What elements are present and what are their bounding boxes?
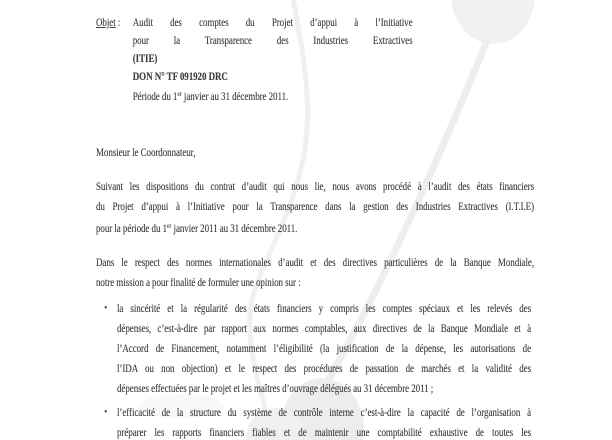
paragraph-intro [96, 176, 534, 236]
paragraph-line: notre mission a pour finalité de formuler une opinion sur : [96, 275, 301, 289]
period-text-pre: Période du 1 [132, 89, 178, 103]
bullet-item-sincerite [96, 298, 534, 398]
bullet-text [117, 298, 531, 398]
bullet-item-efficacite [96, 402, 534, 440]
bullet-line: dépenses effectuées par le projet et les maîtres d’ouvrage délégués au 31 décembre 2011 ; [117, 381, 434, 395]
subject-line-acronym: (ITIE) [132, 51, 158, 65]
watermark-balloon-top [451, 0, 535, 44]
paragraph-line [96, 216, 534, 236]
subject-line-period [133, 85, 413, 103]
paragraph-line: du Projet d’appui à l’Initiative pour la Transparence dans la gestion des Industries Extractives (I.T.I.E) [96, 199, 534, 213]
bullet-icon: • [104, 406, 108, 418]
bullet-text [117, 402, 531, 440]
bullet-line: dépenses, c’est-à-dire par rapport aux normes comptables, aux directives de la Banque Mondiale et à [117, 321, 531, 335]
subject-label-word: Objet [96, 15, 116, 29]
salutation: Monsieur le Coordonnateur, [96, 145, 196, 159]
period-text-post: janvier au 31 décembre 2011. [181, 89, 289, 103]
subject-label [96, 13, 133, 103]
intro-period-pre: pour la période du 1 [96, 221, 167, 235]
subject-line-grant-number: DON N° TF 091920 DRC [132, 69, 228, 83]
bullet-line: la sincérité et la régularité des états financiers y compris les comptes spéciaux et les relevés des [117, 301, 531, 315]
intro-ordinal-superscript: er [166, 221, 172, 230]
paragraph-line: Suivant les dispositions du contrat d’audit qui nous lie, nous avons procédé à l’audit des états financiers [96, 179, 534, 193]
bullet-line: l’Accord de Financement, notamment l’éligibilité (la justification de la dépense, les autorisations de [117, 341, 531, 355]
paragraph-line: Dans le respect des normes internationales d’audit et des directives particulières de la Banque Mondiale, [96, 255, 534, 269]
subject-lines [133, 13, 413, 103]
intro-period-post: janvier 2011 au 31 décembre 2011. [171, 221, 298, 235]
paragraph-mission [96, 252, 534, 292]
subject-line-2: pour la Transparence des Industries Extractives [132, 33, 413, 47]
subject-colon: : [115, 15, 121, 29]
bullet-line: l’IDA ou non objection) et le respect des procédures de passation de marchés et la validité des [117, 361, 531, 375]
bullet-icon: • [104, 302, 108, 314]
bullet-line: préparer les rapports financiers fiables et de maintenir une comptabilité exhaustive de toutes les [117, 425, 531, 439]
bullet-line: l’efficacité de la structure du système de contrôle interne c’est-à-dire la capacité de l’organisation à [117, 405, 531, 419]
subject-line-1: Audit des comptes du Projet d’appui à l’Initiative [132, 15, 413, 29]
period-ordinal-superscript: er [177, 89, 182, 98]
subject-block [96, 13, 413, 103]
